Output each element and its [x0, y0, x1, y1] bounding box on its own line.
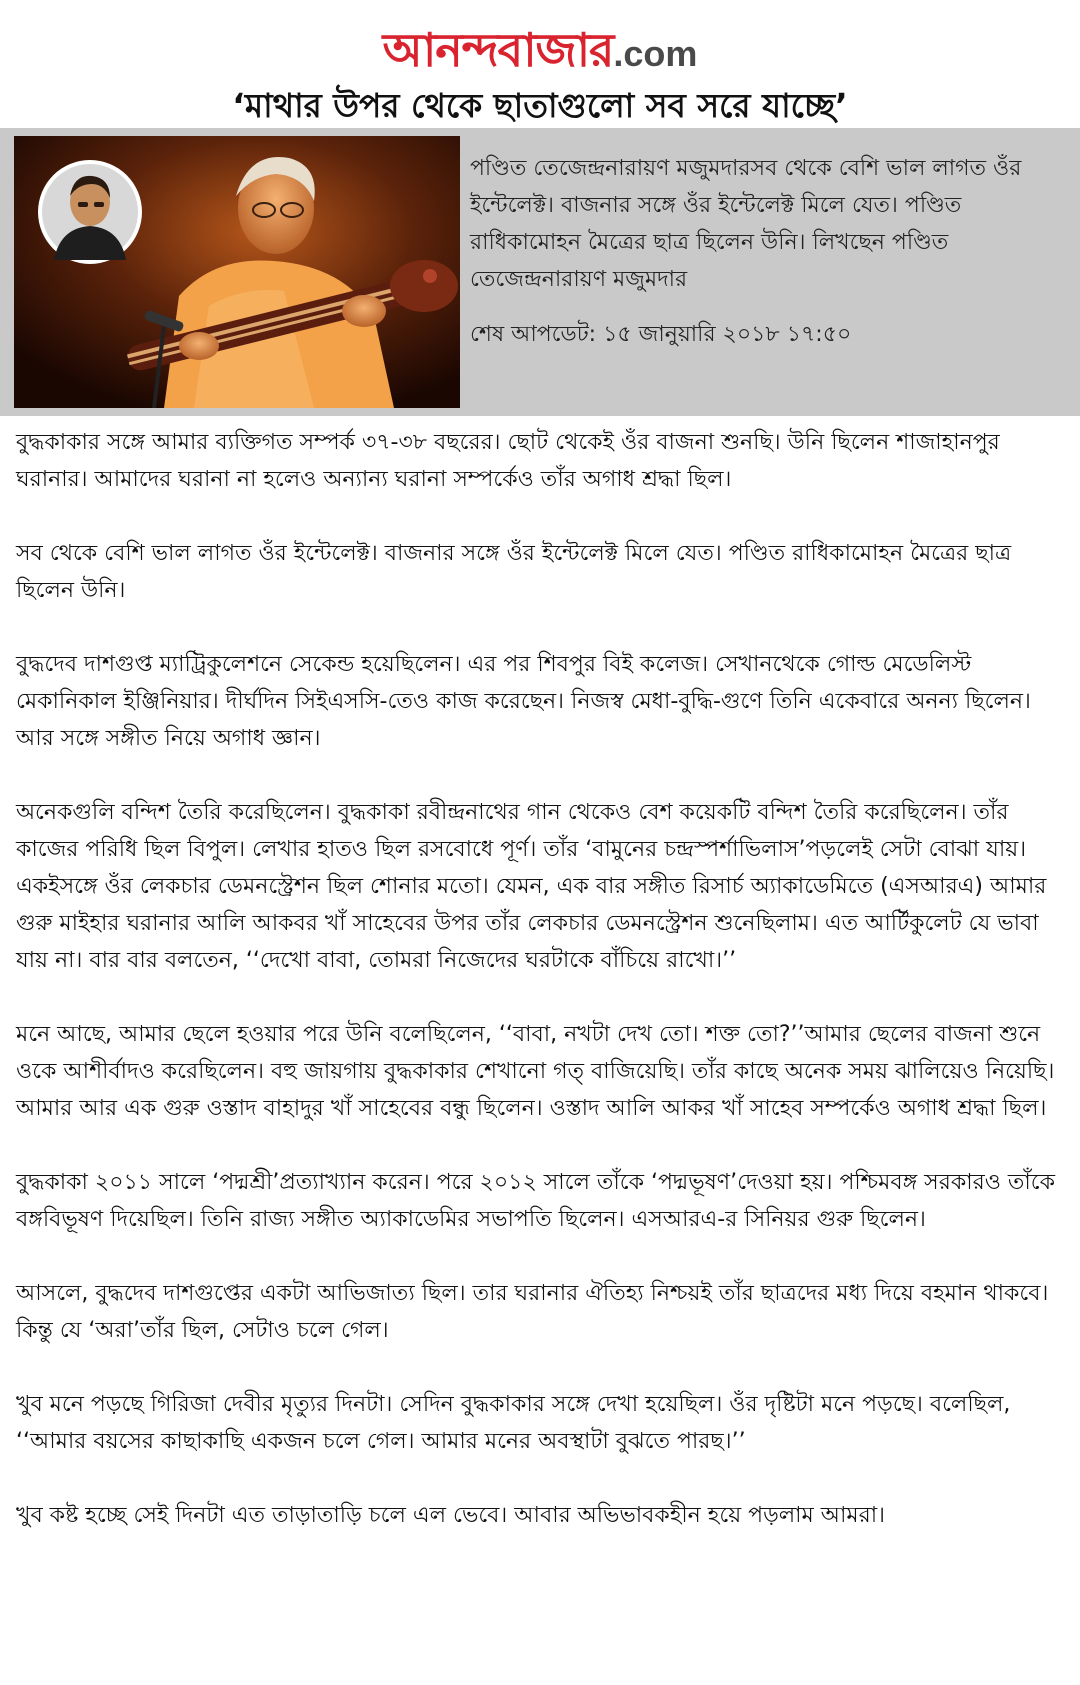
article-body: [16, 424, 1066, 1571]
article-paragraph: মনে আছে, আমার ছেলে হওয়ার পরে উনি বলেছিলেন, ‘‘বাবা, নখটা দেখ তো। শক্ত তো?’’আমার ছেলের বাজনা শুনে ওকে আশীর্বাদও করেছিলেন। বহু জায়গায় বুদ্ধকাকার শেখানো গত্ বাজিয়েছি। তাঁর কাছে অনেক সময় ঝালিয়েও নিয়েছি। আমার আর এক গুরু ওস্তাদ বাহাদুর খাঁ সাহেবের বন্ধু ছিলেন। ওস্তাদ আলি আকর খাঁ সাহেব সম্পর্কেও অগাধ শ্রদ্ধা ছিল।: [16, 1022, 1055, 1121]
sarod-player-illustration: [14, 136, 460, 408]
article-paragraph: আসলে, বুদ্ধদেব দাশগুপ্তের একটা আভিজাত্য ছিল। তার ঘরানার ঐতিহ্য নিশ্চয়ই তাঁর ছাত্রদের মধ্য দিয়ে বহমান থাকবে। কিন্তু যে ‘অরা’তাঁর ছিল, সেটাও চলে গেল।: [16, 1281, 1049, 1343]
logo-bengali-wordmark: আনন্দবাজার: [382, 23, 614, 77]
article-paragraph: সব থেকে বেশি ভাল লাগত ওঁর ইন্টেলেক্ট। বাজনার সঙ্গে ওঁর ইন্টেলেক্ট মিলে যেত। পণ্ডিত রাধিকামোহন মৈত্রের ছাত্র ছিলেন উনি।: [16, 541, 1012, 603]
article-hero-banner: [0, 128, 1080, 416]
article-standfirst: পণ্ডিত তেজেন্দ্রনারায়ণ মজুমদারসব থেকে বেশি ভাল লাগত ওঁর ইন্টেলেক্ট। বাজনার সঙ্গে ওঁর ইন্টেলেক্ট মিলে যেত। পণ্ডিত রাধিকামোহন মৈত্রের ছাত্র ছিলেন উনি। লিখছেন পণ্ডিত তেজেন্দ্রনারায়ণ মজুমদার: [470, 156, 1022, 292]
article-headline: ‘মাথার উপর থেকে ছাতাগুলো সব সরে যাচ্ছে’: [232, 86, 848, 125]
article-paragraph: খুব কষ্ট হচ্ছে সেই দিনটা এত তাড়াতাড়ি চলে এল ভেবে। আবার অভিভাবকহীন হয়ে পড়লাম আমরা।: [16, 1503, 885, 1528]
logo-dotcom: .com: [613, 33, 698, 74]
article-paragraph: বুদ্ধকাকা ২০১১ সালে ‘পদ্মশ্রী’প্রত্যাখ্যান করেন। পরে ২০১২ সালে তাঁকে ‘পদ্মভূষণ’দেওয়া হয়। পশ্চিমবঙ্গ সরকারও তাঁকে বঙ্গবিভূষণ দিয়েছিল। তিনি রাজ্য সঙ্গীত অ্যাকাডেমির সভাপতি ছিলেন। এসআরএ-র সিনিয়র গুরু ছিলেন।: [16, 1170, 1055, 1232]
last-updated-timestamp: শেষ আপডেট: ১৫ জানুয়ারি ২০১৮ ১৭:৫০: [470, 322, 852, 347]
article-paragraph: খুব মনে পড়ছে গিরিজা দেবীর মৃত্যুর দিনটা। সেদিন বুদ্ধকাকার সঙ্গে দেখা হয়েছিল। ওঁর দৃষ্টিটা মনে পড়ছে। বলেছিল, ‘‘আমার বয়সের কাছাকাছি একজন চলে গেল। আমার মনের অবস্থাটা বুঝতে পারছ।’’: [16, 1392, 1011, 1454]
article-paragraph: অনেকগুলি বন্দিশ তৈরি করেছিলেন। বুদ্ধকাকা রবীন্দ্রনাথের গান থেকেও বেশ কয়েকটি বন্দিশ তৈরি করেছিলেন। তাঁর কাজের পরিধি ছিল বিপুল। লেখার হাতও ছিল রসবোধে পূর্ণ। তাঁর ‘বামুনের চন্দ্রস্পর্শাভিলাস’পড়লেই সেটা বোঝা যায়। একইসঙ্গে ওঁর লেকচার ডেমনস্ট্রেশন ছিল শোনার মতো। যেমন, এক বার সঙ্গীত রিসার্চ অ্যাকাডেমিতে (এসআরএ) আমার গুরু মাইহার ঘরানার আলি আকবর খাঁ সাহেবের উপর তাঁর লেকচার ডেমনস্ট্রেশন শুনেছিলাম। এত আর্টিকুলেট যে ভাবা যায় না। বার বার বলতেন, ‘‘দেখো বাবা, তোমরা নিজেদের ঘরটাকে বাঁচিয়ে রাখো।’’: [16, 800, 1047, 973]
article-paragraph: বুদ্ধকাকার সঙ্গে আমার ব্যক্তিগত সম্পর্ক ৩৭-৩৮ বছরের। ছোট থেকেই ওঁর বাজনা শুনছি। উনি ছিলেন শাজাহানপুর ঘরানার। আমাদের ঘরানা না হলেও অন্যান্য ঘরানা সম্পর্কেও তাঁর অগাধ শ্রদ্ধা ছিল।: [16, 430, 1000, 492]
article-paragraph: বুদ্ধদেব দাশগুপ্ত ম্যাট্রিকুলেশনে সেকেন্ড হয়েছিলেন। এর পর শিবপুর বিই কলেজ। সেখানথেকে গোল্ড মেডেলিস্ট মেকানিকাল ইঞ্জিনিয়ার। দীর্ঘদিন সিইএসসি-তেও কাজ করেছেন। নিজস্ব মেধা-বুদ্ধি-গুণে তিনি একেবারে অনন্য ছিলেন। আর সঙ্গে সঙ্গীত নিয়ে অগাধ জ্ঞান।: [16, 652, 1031, 751]
hero-photo: [14, 136, 460, 408]
hero-text-block: [470, 150, 1066, 350]
